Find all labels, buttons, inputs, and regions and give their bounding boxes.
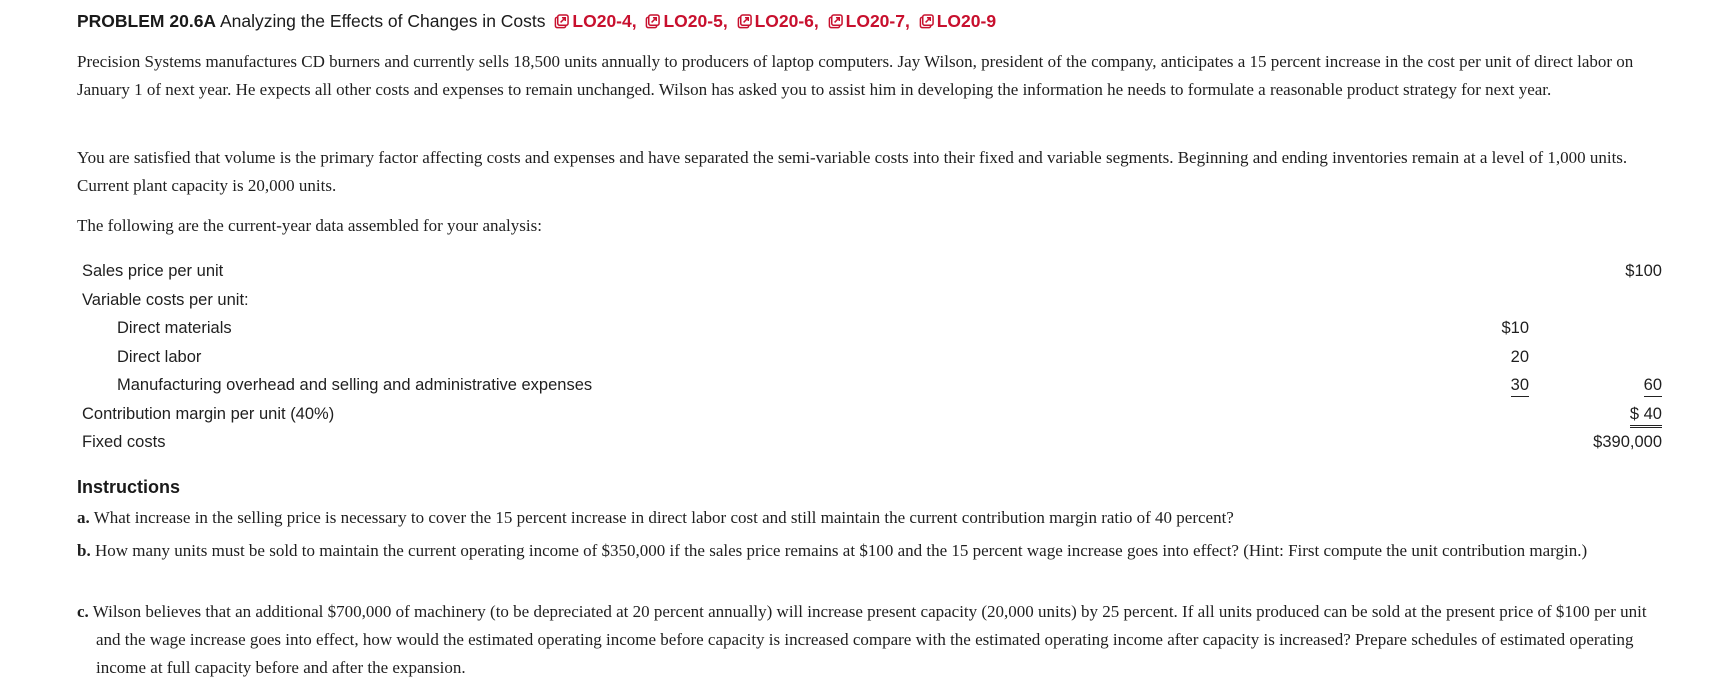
- row-total: [1552, 262, 1662, 281]
- amount-value: 30: [1511, 376, 1529, 397]
- objective-link-lo20-7[interactable]: [824, 11, 905, 31]
- instruction-item-c: [77, 598, 1666, 682]
- external-link-icon: [554, 14, 569, 29]
- item-letter: a.: [77, 508, 90, 527]
- instruction-item-b: [77, 537, 1666, 565]
- row-label: Fixed costs: [82, 433, 166, 451]
- problem-title: Analyzing the Effects of Changes in Costs: [219, 11, 546, 31]
- row-amount: [1459, 376, 1529, 397]
- problem-number: PROBLEM 20.6A: [77, 11, 217, 31]
- separator: ,: [631, 11, 637, 31]
- item-text: How many units must be sold to maintain the current operating income of $350,000 if the sales price remains at $100 and the 15 percent wage increase goes into effect? (Hint: First compute the unit contribution margin.): [94, 541, 1588, 560]
- item-letter: c.: [77, 602, 89, 621]
- total-value: $390,000: [1593, 433, 1662, 451]
- total-value: $ 40: [1630, 405, 1662, 428]
- intro-paragraph: Precision Systems manufactures CD burners and currently sells 18,500 units annually to producers of laptop computers. Jay Wilson, president of the company, anticipates a 15 percent increase in the cost per unit of direct labor on January 1 of next year. He expects all other costs and expenses to remain unchanged. Wilson has asked you to assist him in developing the information he needs to formulate a reasonable product strategy for next year.: [77, 52, 1634, 99]
- row-label: Direct labor: [117, 347, 202, 366]
- instructions-heading: Instructions: [77, 477, 181, 497]
- external-link-icon: [737, 14, 752, 29]
- objective-link-lo20-6[interactable]: [733, 11, 814, 31]
- table-row: [82, 372, 1662, 401]
- external-link-icon: [645, 14, 660, 29]
- objective-label: LO20-7: [845, 11, 905, 31]
- analysis-paragraph: You are satisfied that volume is the primary factor affecting costs and expenses and have separated the semi-variable costs into their fixed and variable segments. Beginning and ending inventories remain at a level of 1,000 units. Current plant capacity is 20,000 units.: [77, 148, 1628, 195]
- objective-label: LO20-4: [572, 11, 632, 31]
- row-total: [1552, 376, 1662, 397]
- problem-heading: [77, 11, 996, 32]
- table-row: [82, 401, 1662, 430]
- amount-value: $10: [1501, 319, 1529, 337]
- cost-data-table: [82, 258, 1662, 458]
- row-label: Sales price per unit: [82, 262, 224, 280]
- item-text: What increase in the selling price is necessary to cover the 15 percent increase in direct labor cost and still maintain the current contribution margin ratio of 40 percent?: [93, 508, 1234, 527]
- total-value: $100: [1625, 262, 1662, 280]
- row-amount: [1459, 319, 1529, 338]
- separator: ,: [722, 11, 728, 31]
- item-letter: b.: [77, 541, 91, 560]
- item-text: Wilson believes that an additional $700,000 of machinery (to be depreciated at 20 percent annually) will increase present capacity (20,000 units) by 25 percent. If all units produced can be sold at the present price of $100 per unit and the wage increase goes into effect, how would the estimated operating income before capacity is increased compare with the estimated operating income after capacity is increased? Prepare schedules of estimated operating income at full capacity before and after the expansion.: [92, 602, 1647, 677]
- objective-label: LO20-6: [754, 11, 814, 31]
- table-row: [82, 315, 1662, 344]
- objective-link-lo20-9[interactable]: [915, 11, 996, 31]
- external-link-icon: [919, 14, 934, 29]
- total-value: 60: [1644, 376, 1662, 397]
- row-total: [1552, 405, 1662, 428]
- table-row: [82, 429, 1662, 458]
- row-label: Direct materials: [117, 319, 232, 337]
- external-link-icon: [828, 14, 843, 29]
- row-total: [1552, 433, 1662, 452]
- table-row: [82, 344, 1662, 373]
- objective-label: LO20-9: [936, 11, 997, 31]
- separator: ,: [813, 11, 819, 31]
- row-label: Manufacturing overhead and selling and administrative expenses: [117, 376, 593, 394]
- row-amount: [1459, 348, 1529, 367]
- amount-value: 20: [1510, 347, 1529, 366]
- objective-link-lo20-5[interactable]: [641, 11, 722, 31]
- data-lead-paragraph: The following are the current-year data assembled for your analysis:: [77, 216, 542, 235]
- table-row: [82, 287, 1662, 316]
- objective-label: LO20-5: [663, 11, 723, 31]
- separator: ,: [904, 11, 910, 31]
- row-label: Contribution margin per unit (40%): [82, 404, 335, 423]
- row-label: Variable costs per unit:: [82, 290, 249, 309]
- objective-link-lo20-4[interactable]: [550, 11, 631, 31]
- instruction-item-a: [77, 504, 1666, 532]
- table-row: [82, 258, 1662, 287]
